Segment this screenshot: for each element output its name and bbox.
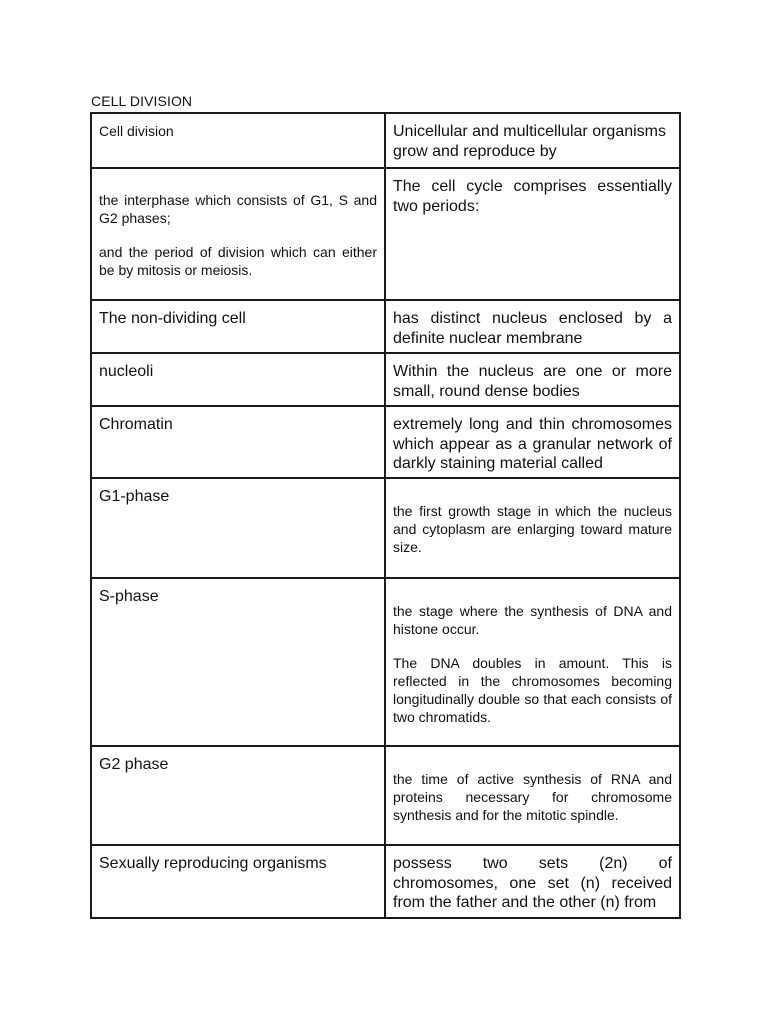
table-cell-term: [91, 406, 385, 478]
table-cell-definition: [385, 300, 680, 353]
cell-text: the time of active synthesis of RNA and proteins necessary for chromosome synthesis and for the mitotic spindle.: [393, 771, 672, 823]
table-cell-term: [91, 478, 385, 578]
cell-division-table: [90, 112, 681, 919]
table-cell-term: [91, 300, 385, 353]
table-cell-term: [91, 578, 385, 746]
cell-text: extremely long and thin chromosomes which appear as a granular network of darkly staining material called: [393, 416, 672, 472]
table-cell-definition: [385, 478, 680, 578]
table-cell-definition: [385, 746, 680, 845]
table-cell-term: [91, 113, 385, 168]
table-row: [91, 746, 680, 845]
cell-text: The cell cycle comprises essentially two periods:: [393, 178, 672, 215]
cell-text: The non-dividing cell: [99, 310, 246, 327]
table-cell-term: [91, 746, 385, 845]
cell-text: the stage where the synthesis of DNA and histone occur.: [393, 603, 672, 637]
table-cell-term: [91, 845, 385, 918]
cell-text: Within the nucleus are one or more small, round dense bodies: [393, 363, 672, 400]
table-cell-definition: [385, 406, 680, 478]
cell-text: The DNA doubles in amount. This is reflected in the chromosomes becoming longitudinally double so that each consists of two chromatids.: [393, 655, 672, 725]
table-row: [91, 406, 680, 478]
table-cell-definition: [385, 113, 680, 168]
table-row: [91, 353, 680, 406]
cell-text: the interphase which consists of G1, S and G2 phases;: [99, 192, 377, 226]
cell-text: and the period of division which can either be by mitosis or meiosis.: [99, 244, 377, 278]
document-title: CELL DIVISION: [91, 93, 193, 109]
table-cell-term: [91, 168, 385, 300]
table-row: [91, 845, 680, 918]
cell-text: the first growth stage in which the nucleus and cytoplasm are enlarging toward mature size.: [393, 503, 672, 555]
table-row: [91, 578, 680, 746]
table-row: [91, 113, 680, 168]
cell-text: Cell division: [99, 123, 174, 139]
cell-text: Unicellular and multicellular organisms grow and reproduce by: [393, 123, 666, 160]
table-cell-definition: [385, 353, 680, 406]
table-row: [91, 168, 680, 300]
cell-text: G1-phase: [99, 488, 170, 505]
table-cell-term: [91, 353, 385, 406]
cell-text: has distinct nucleus enclosed by a definite nuclear membrane: [393, 310, 672, 347]
cell-text: G2 phase: [99, 756, 169, 773]
table-row: [91, 478, 680, 578]
cell-text: Sexually reproducing organisms: [99, 855, 327, 872]
table-row: [91, 300, 680, 353]
table-cell-definition: [385, 168, 680, 300]
cell-text: nucleoli: [99, 363, 154, 380]
cell-text: Chromatin: [99, 416, 173, 433]
cell-text: possess two sets (2n) of chromosomes, one set (n) received from the father and the other (n) from: [393, 855, 672, 911]
table-cell-definition: [385, 845, 680, 918]
cell-text: S-phase: [99, 588, 159, 605]
table-cell-definition: [385, 578, 680, 746]
